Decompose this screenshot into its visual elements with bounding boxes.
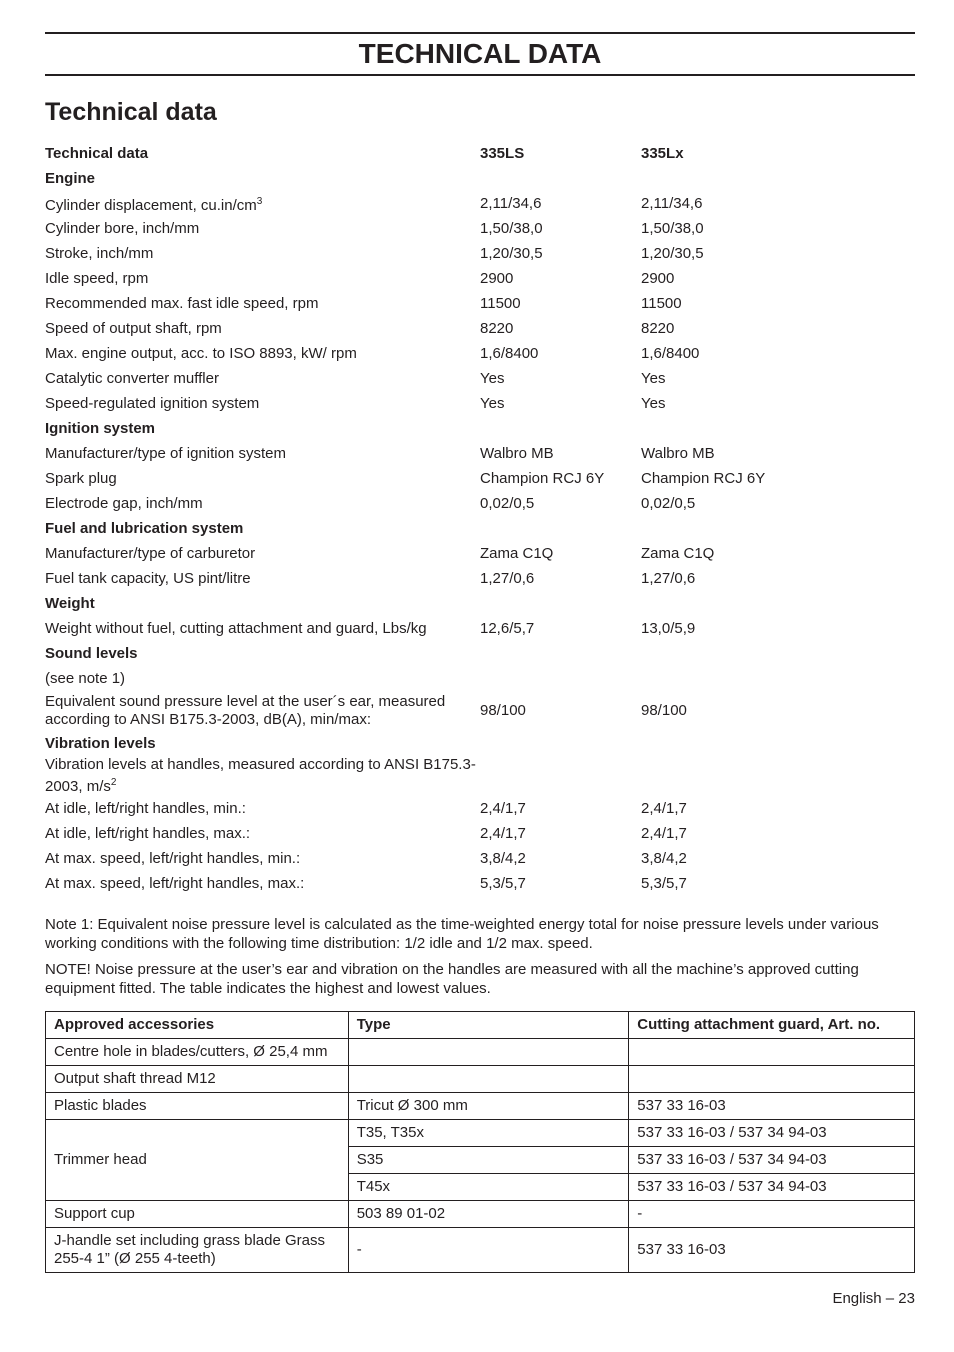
spec-label-text: Fuel and lubrication system xyxy=(45,519,244,537)
accessories-header-guard-art-no: Cutting attachment guard, Art. no. xyxy=(629,1012,915,1039)
accessory-guard-art-no: 537 33 16-03 / 537 34 94-03 xyxy=(629,1147,915,1174)
spec-label-text: Electrode gap, inch/mm xyxy=(45,494,203,512)
spec-value-335lx: 1,20/30,5 xyxy=(641,244,704,262)
spec-label-text: Engine xyxy=(45,169,96,187)
spec-label-text: At max. speed, left/right handles, max.: xyxy=(45,874,305,892)
accessory-type: 503 89 01-02 xyxy=(348,1201,629,1228)
spec-value-335ls: 11500 xyxy=(480,294,521,312)
spec-row xyxy=(45,391,915,416)
spec-row xyxy=(45,616,915,641)
spec-row xyxy=(45,691,915,731)
spec-value-335lx: Champion RCJ 6Y xyxy=(641,469,766,487)
spec-row xyxy=(45,316,915,341)
spec-label-text: Cylinder displacement, cu.in/cm xyxy=(45,196,257,214)
spec-value-335ls: 3,8/4,2 xyxy=(480,849,526,867)
spec-value-335ls xyxy=(480,666,641,691)
accessories-row xyxy=(46,1066,915,1093)
spec-label xyxy=(45,291,480,316)
spec-value-335lx: Yes xyxy=(641,369,666,387)
spec-label xyxy=(45,491,480,516)
accessories-row xyxy=(46,1093,915,1120)
spec-label-text: Cylinder bore, inch/mm xyxy=(45,219,200,237)
spec-label xyxy=(45,366,480,391)
spec-label-text: Max. engine output, acc. to ISO 8893, kW/ rpm xyxy=(45,344,357,362)
spec-value-335ls: 2900 xyxy=(480,269,514,287)
spec-value-335lx xyxy=(641,591,915,616)
spec-label-text: Speed of output shaft, rpm xyxy=(45,319,222,337)
spec-value-335lx xyxy=(641,756,915,796)
spec-value-335ls xyxy=(480,416,641,441)
spec-label-text: Recommended max. fast idle speed, rpm xyxy=(45,294,319,312)
note-noise-pressure: NOTE! Noise pressure at the user’s ear and vibration on the handles are measured with all the machine’s approved cutting equipment fitted. The table indicates the highest and lowest values. xyxy=(45,961,859,997)
spec-label-text: Catalytic converter muffler xyxy=(45,369,219,387)
spec-section-heading-row xyxy=(45,641,915,666)
spec-value-335ls xyxy=(480,731,641,756)
spec-value-335lx: 11500 xyxy=(641,294,682,312)
spec-label-superscript: 2 xyxy=(110,777,117,788)
spec-label xyxy=(45,691,480,731)
spec-value-335lx: 2,11/34,6 xyxy=(641,194,703,212)
accessory-guard-art-no: 537 33 16-03 xyxy=(629,1228,915,1273)
accessory-type xyxy=(348,1066,629,1093)
accessory-guard-art-no xyxy=(629,1066,915,1093)
spec-label-text: Manufacturer/type of carburetor xyxy=(45,544,256,562)
spec-value-335ls: 1,50/38,0 xyxy=(480,219,543,237)
spec-label-text: Vibration levels at handles, measured according to ANSI B175.3-2003, m/s xyxy=(45,756,476,795)
spec-label-text: (see note 1) xyxy=(45,669,126,687)
spec-row xyxy=(45,341,915,366)
spec-value-335lx: 13,0/5,9 xyxy=(641,619,696,637)
spec-value-335lx: 3,8/4,2 xyxy=(641,849,687,867)
spec-label-superscript: 3 xyxy=(256,195,263,207)
spec-label-text: Weight without fuel, cutting attachment and guard, Lbs/kg xyxy=(45,619,427,637)
accessories-row xyxy=(46,1039,915,1066)
spec-value-335lx: 8220 xyxy=(641,319,675,337)
accessory-guard-art-no: 537 33 16-03 xyxy=(629,1093,915,1120)
spec-label-text: Ignition system xyxy=(45,419,156,437)
spec-value-335lx: 98/100 xyxy=(641,702,687,719)
spec-row xyxy=(45,666,915,691)
spec-label-text: Spark plug xyxy=(45,469,117,487)
accessory-name: Trimmer head xyxy=(46,1120,349,1201)
spec-value-335ls: Walbro MB xyxy=(480,444,554,462)
spec-label-text: At idle, left/right handles, max.: xyxy=(45,824,251,842)
spec-row xyxy=(45,266,915,291)
header-model-335ls: 335LS xyxy=(480,144,525,162)
spec-section-heading xyxy=(45,166,480,191)
spec-value-335ls: 1,20/30,5 xyxy=(480,244,543,262)
page-footer: English – 23 xyxy=(832,1290,915,1307)
spec-value-335ls: 12,6/5,7 xyxy=(480,619,535,637)
accessory-type: Tricut Ø 300 mm xyxy=(348,1093,629,1120)
spec-label xyxy=(45,616,480,641)
spec-value-335ls xyxy=(480,591,641,616)
header-model-335lx: 335Lx xyxy=(641,144,684,162)
spec-label xyxy=(45,391,480,416)
accessory-name: Output shaft thread M12 xyxy=(46,1066,349,1093)
spec-value-335lx: Zama C1Q xyxy=(641,544,715,562)
spec-value-335lx xyxy=(641,516,915,541)
spec-label-text: Equivalent sound pressure level at the user´s ear, measured according to ANSI B175.3-2003, dB(A), min/max: xyxy=(45,693,446,728)
spec-value-335ls: 1,27/0,6 xyxy=(480,569,535,587)
spec-value-335lx xyxy=(641,416,915,441)
spec-label-text: At idle, left/right handles, min.: xyxy=(45,799,246,817)
spec-row xyxy=(45,441,915,466)
spec-label xyxy=(45,821,480,846)
spec-section-heading-row xyxy=(45,166,915,191)
spec-row xyxy=(45,821,915,846)
spec-section-heading-row xyxy=(45,591,915,616)
spec-label xyxy=(45,871,480,896)
spec-value-335ls: 1,6/8400 xyxy=(480,344,539,362)
spec-value-335lx: Yes xyxy=(641,394,666,412)
spec-value-335lx: 2900 xyxy=(641,269,675,287)
page-banner-title: TECHNICAL DATA xyxy=(45,32,915,76)
header-label: Technical data xyxy=(45,144,149,162)
spec-section-heading xyxy=(45,591,480,616)
spec-label xyxy=(45,266,480,291)
spec-row xyxy=(45,796,915,821)
spec-label xyxy=(45,796,480,821)
accessory-name: J-handle set including grass blade Grass 255-4 1” (Ø 255 4-teeth) xyxy=(46,1228,349,1273)
accessories-header-row xyxy=(46,1012,915,1039)
spec-row xyxy=(45,491,915,516)
spec-value-335lx xyxy=(641,666,915,691)
spec-value-335ls: 5,3/5,7 xyxy=(480,874,526,892)
spec-label xyxy=(45,566,480,591)
spec-value-335lx: 0,02/0,5 xyxy=(641,494,696,512)
accessory-type: T35, T35x xyxy=(348,1120,629,1147)
spec-section-heading-row xyxy=(45,731,915,756)
spec-value-335lx xyxy=(641,166,915,191)
spec-value-335ls: Yes xyxy=(480,394,505,412)
technical-data-table-body xyxy=(45,141,915,896)
spec-section-heading-row xyxy=(45,516,915,541)
spec-label xyxy=(45,756,480,796)
spec-label-text: At max. speed, left/right handles, min.: xyxy=(45,849,301,867)
spec-row xyxy=(45,846,915,871)
spec-value-335ls xyxy=(480,166,641,191)
accessory-type: T45x xyxy=(348,1174,629,1201)
spec-value-335ls: Yes xyxy=(480,369,505,387)
spec-row xyxy=(45,216,915,241)
accessory-name: Support cup xyxy=(46,1201,349,1228)
spec-label-text: Manufacturer/type of ignition system xyxy=(45,444,286,462)
spec-label-text: Weight xyxy=(45,594,95,612)
spec-row xyxy=(45,366,915,391)
spec-label-text: Fuel tank capacity, US pint/litre xyxy=(45,569,251,587)
spec-row xyxy=(45,241,915,266)
spec-label-text: Speed-regulated ignition system xyxy=(45,394,260,412)
spec-value-335lx: 2,4/1,7 xyxy=(641,824,687,842)
spec-section-heading xyxy=(45,731,480,756)
spec-label xyxy=(45,541,480,566)
spec-value-335ls: 2,11/34,6 xyxy=(480,194,542,212)
accessories-row xyxy=(46,1201,915,1228)
spec-label xyxy=(45,846,480,871)
spec-value-335ls xyxy=(480,516,641,541)
spec-value-335ls: 8220 xyxy=(480,319,514,337)
spec-value-335ls: 2,4/1,7 xyxy=(480,799,526,817)
spec-section-heading-row xyxy=(45,416,915,441)
spec-label-text: Idle speed, rpm xyxy=(45,269,149,287)
accessories-row xyxy=(46,1120,915,1147)
spec-value-335lx: 2,4/1,7 xyxy=(641,799,687,817)
spec-label xyxy=(45,466,480,491)
accessories-header-type: Type xyxy=(348,1012,629,1039)
spec-section-heading xyxy=(45,516,480,541)
technical-data-table xyxy=(45,141,915,896)
accessory-type: S35 xyxy=(348,1147,629,1174)
spec-label xyxy=(45,666,480,691)
spec-label-text: Vibration levels xyxy=(45,734,156,752)
spec-value-335lx: Walbro MB xyxy=(641,444,715,462)
spec-row xyxy=(45,871,915,896)
spec-label xyxy=(45,191,480,216)
spec-row xyxy=(45,291,915,316)
spec-value-335lx: 5,3/5,7 xyxy=(641,874,687,892)
accessory-guard-art-no xyxy=(629,1039,915,1066)
spec-label xyxy=(45,316,480,341)
accessory-type: - xyxy=(348,1228,629,1273)
spec-value-335ls: 0,02/0,5 xyxy=(480,494,535,512)
spec-label-text: Sound levels xyxy=(45,644,138,662)
accessory-name: Plastic blades xyxy=(46,1093,349,1120)
note-1: Note 1: Equivalent noise pressure level is calculated as the time-weighted energy total for noise pressure levels under various working conditions with the following time distribution: 1/2 idle and 1/2 max. speed. xyxy=(45,916,879,952)
spec-value-335lx: 1,27/0,6 xyxy=(641,569,696,587)
spec-value-335ls: 98/100 xyxy=(480,702,526,719)
spec-value-335lx: 1,6/8400 xyxy=(641,344,700,362)
accessories-header-approved: Approved accessories xyxy=(46,1012,349,1039)
spec-row xyxy=(45,756,915,796)
spec-value-335lx xyxy=(641,641,915,666)
spec-row xyxy=(45,541,915,566)
accessory-guard-art-no: - xyxy=(629,1201,915,1228)
spec-label xyxy=(45,216,480,241)
spec-section-heading xyxy=(45,416,480,441)
section-title: Technical data xyxy=(45,98,217,126)
accessories-row xyxy=(46,1228,915,1273)
accessory-guard-art-no: 537 33 16-03 / 537 34 94-03 xyxy=(629,1120,915,1147)
spec-value-335ls: Champion RCJ 6Y xyxy=(480,469,605,487)
spec-label-text: Stroke, inch/mm xyxy=(45,244,154,262)
spec-row xyxy=(45,566,915,591)
technical-data-header-row xyxy=(45,141,915,166)
spec-value-335ls xyxy=(480,641,641,666)
spec-label xyxy=(45,341,480,366)
spec-label xyxy=(45,441,480,466)
accessory-name: Centre hole in blades/cutters, Ø 25,4 mm xyxy=(46,1039,349,1066)
spec-value-335ls: Zama C1Q xyxy=(480,544,554,562)
spec-section-heading xyxy=(45,641,480,666)
spec-value-335lx: 1,50/38,0 xyxy=(641,219,704,237)
spec-row xyxy=(45,466,915,491)
approved-accessories-table xyxy=(45,1011,915,1273)
spec-value-335ls xyxy=(480,756,641,796)
spec-value-335lx xyxy=(641,731,915,756)
spec-label xyxy=(45,241,480,266)
accessory-guard-art-no: 537 33 16-03 / 537 34 94-03 xyxy=(629,1174,915,1201)
spec-row xyxy=(45,191,915,216)
spec-value-335ls: 2,4/1,7 xyxy=(480,824,526,842)
accessory-type xyxy=(348,1039,629,1066)
